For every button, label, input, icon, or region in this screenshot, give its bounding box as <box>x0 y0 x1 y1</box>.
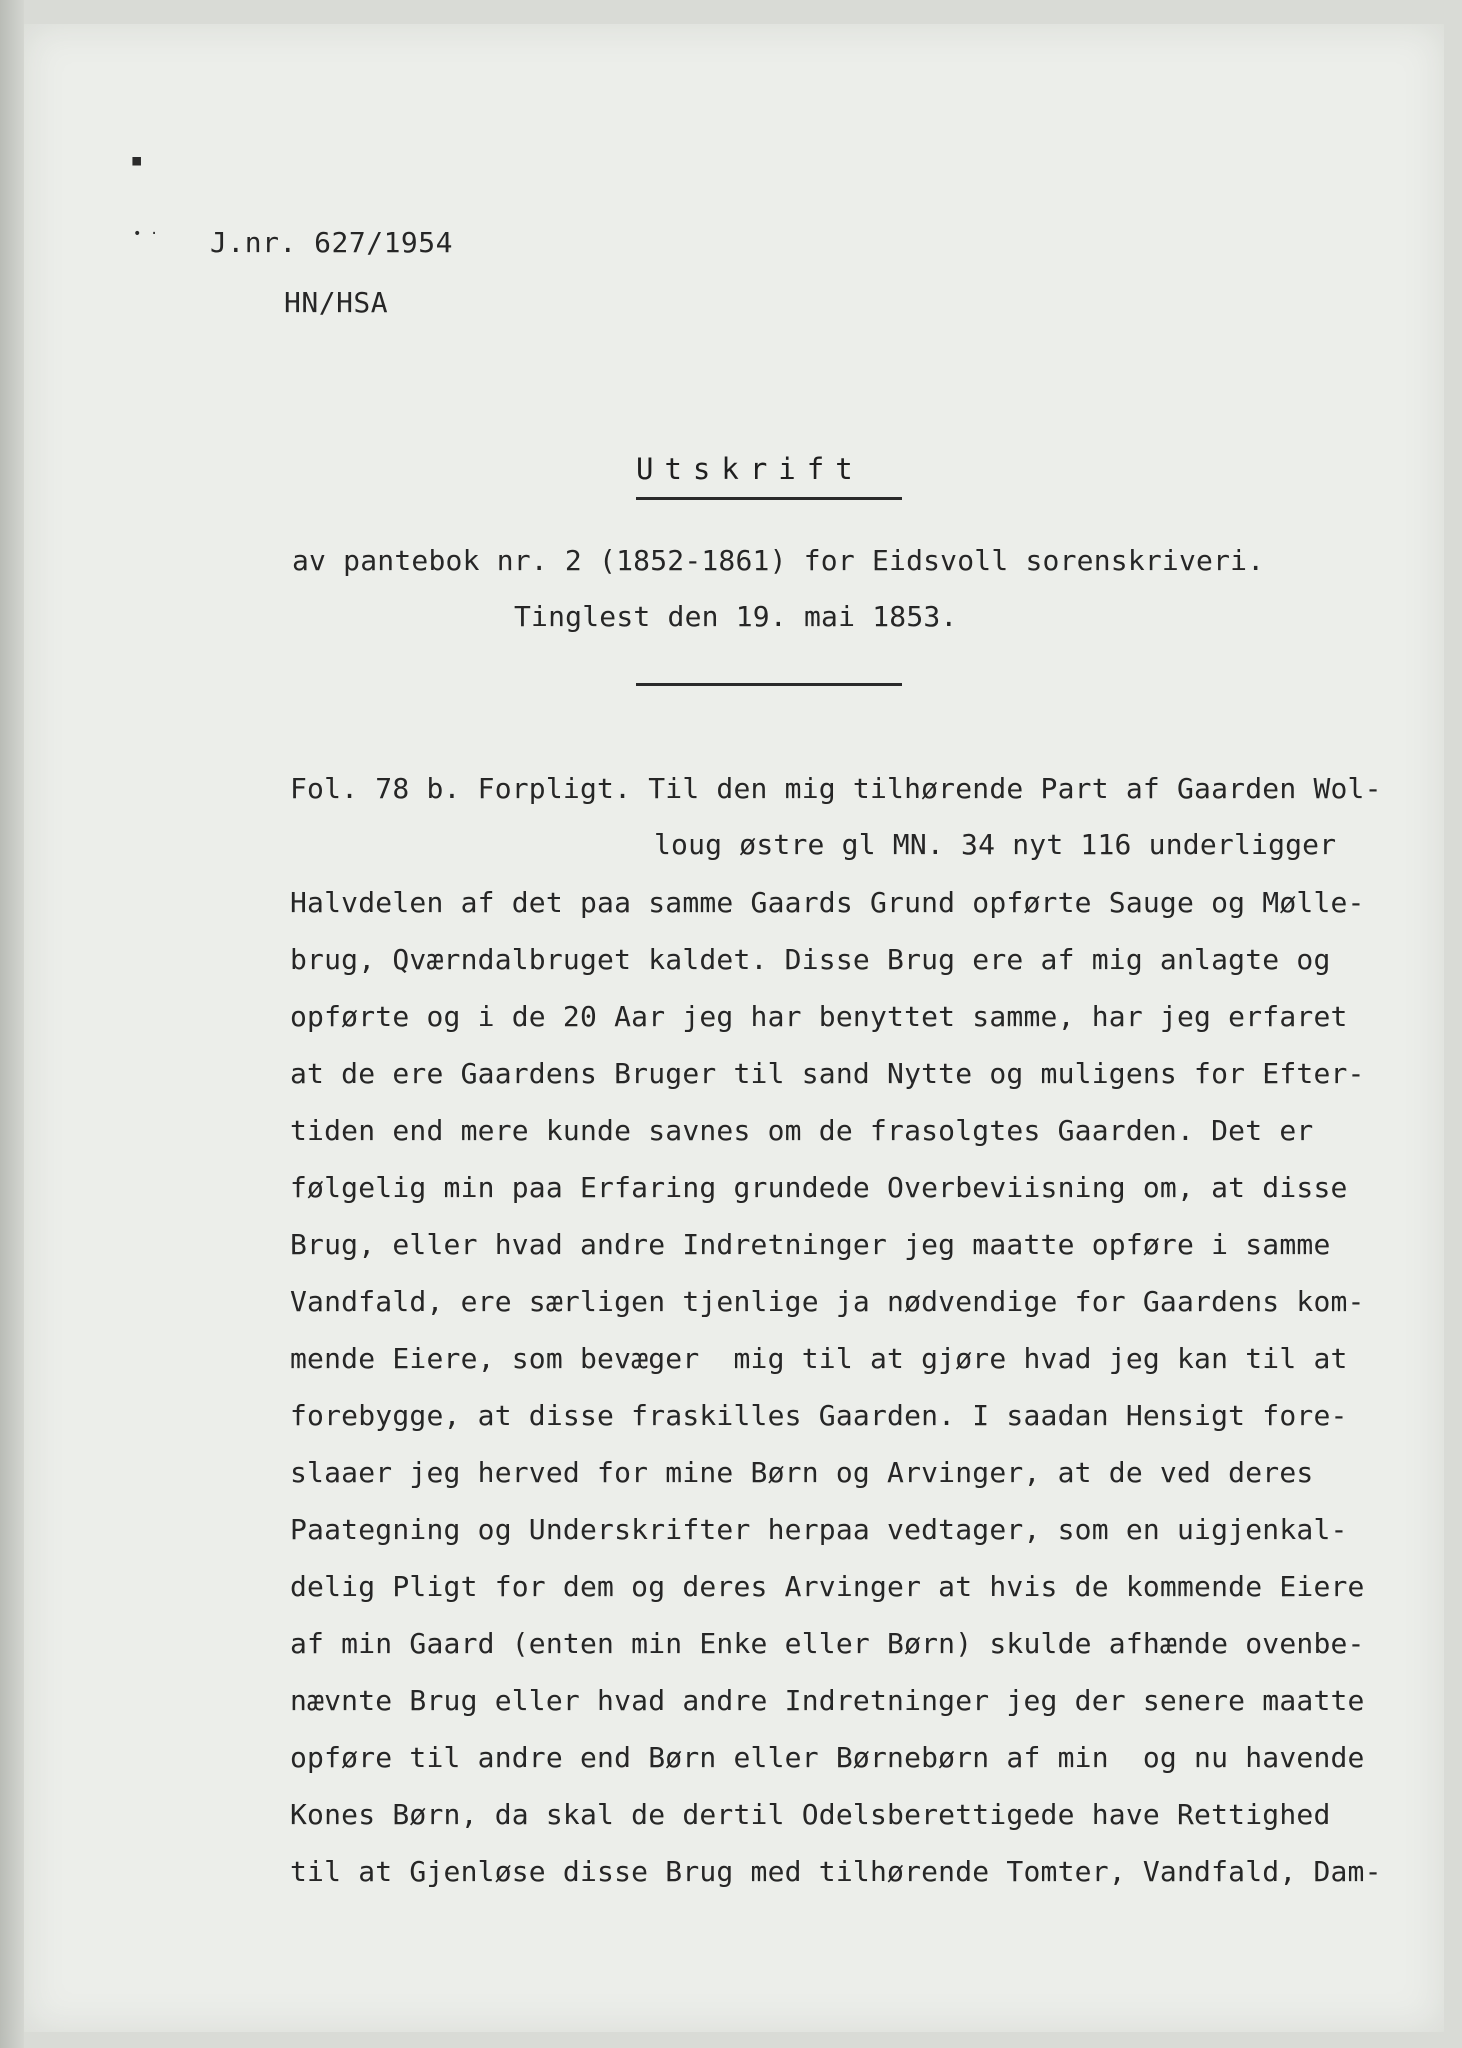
body-line: slaaer jeg herved for mine Børn og Arvinger, at de ved deres <box>290 1456 1314 1489</box>
body-line: mende Eiere, som bevæger mig til at gjøre hvad jeg kan til at <box>290 1342 1348 1375</box>
body-line: at de ere Gaardens Bruger til sand Nytte og muligens for Efter- <box>290 1057 1365 1090</box>
document-title: Utskrift <box>636 452 864 486</box>
body-line: loug østre gl MN. 34 nyt 116 underligger <box>654 828 1337 861</box>
initials: HN/HSA <box>284 286 389 319</box>
body-line: til at Gjenløse disse Brug med tilhørende Tomter, Vandfald, Dam- <box>290 1855 1382 1888</box>
title-underline <box>636 497 902 500</box>
margin-mark: • · <box>133 226 159 242</box>
body-line: Kones Børn, da skal de dertil Odelsberettigede have Rettighed <box>290 1798 1331 1831</box>
body-line: nævnte Brug eller hvad andre Indretninger jeg der senere maatte <box>290 1684 1365 1717</box>
subtitle-line-1: av pantebok nr. 2 (1852-1861) for Eidsvoll sorenskriveri. <box>292 544 1265 577</box>
body-line: følgelig min paa Erfaring grundede Overbeviisning om, at disse <box>290 1171 1348 1204</box>
body-line: tiden end mere kunde savnes om de frasolgtes Gaarden. Det er <box>290 1114 1314 1147</box>
body-line: Halvdelen af det paa samme Gaards Grund opførte Sauge og Mølle- <box>290 886 1365 919</box>
body-line: Vandfald, ere særligen tjenlige ja nødvendige for Gaardens kom- <box>290 1285 1365 1318</box>
body-line: Fol. 78 b. Forpligt. Til den mig tilhørende Part af Gaarden Wol- <box>290 772 1382 805</box>
margin-mark: ▪ <box>130 148 144 173</box>
body-line: Paategning og Underskrifter herpaa vedtager, som en uigjenkal- <box>290 1513 1348 1546</box>
body-line: forebygge, at disse fraskilles Gaarden. I saadan Hensigt fore- <box>290 1399 1348 1432</box>
body-line: Brug, eller hvad andre Indretninger jeg maatte opføre i samme <box>290 1228 1331 1261</box>
body-line: af min Gaard (enten min Enke eller Børn) skulde afhænde ovenbe- <box>290 1627 1365 1660</box>
subtitle-line-2: Tinglest den 19. mai 1853. <box>514 600 958 633</box>
page-edge <box>0 0 24 2048</box>
journal-number: J.nr. 627/1954 <box>210 226 454 259</box>
body-line: brug, Qværndalbruget kaldet. Disse Brug ere af mig anlagte og <box>290 943 1331 976</box>
bleed-through <box>459 144 564 173</box>
section-divider <box>636 683 902 686</box>
body-line: opførte og i de 20 Aar jeg har benyttet samme, har jeg erfaret <box>290 1000 1348 1033</box>
body-line: delig Pligt for dem og deres Arvinger at hvis de kommende Eiere <box>290 1570 1365 1603</box>
body-line: opføre til andre end Børn eller Børnebørn af min og nu havende <box>290 1741 1365 1774</box>
